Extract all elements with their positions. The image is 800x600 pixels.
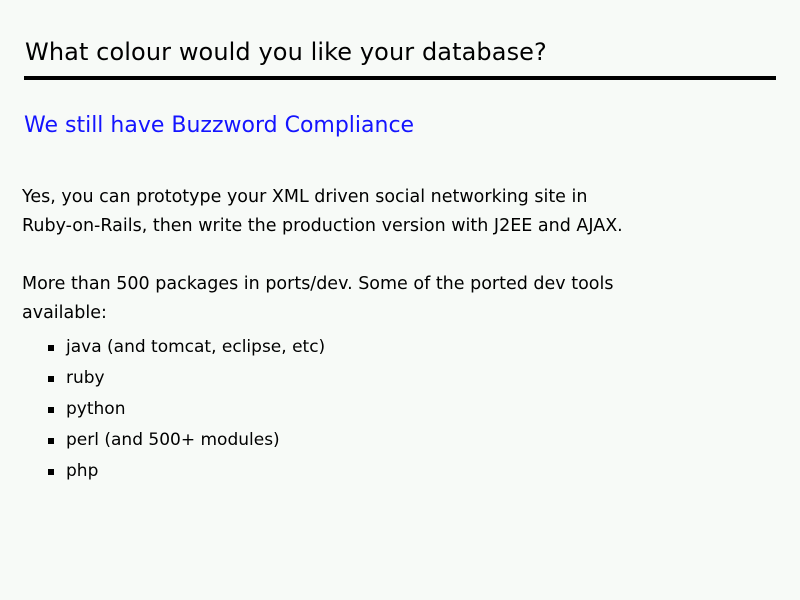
square-bullet-icon: [48, 438, 54, 444]
dev-tools-list: [22, 332, 762, 487]
list-item: [66, 363, 762, 394]
page-title: What colour would you like your database?: [25, 38, 547, 66]
paragraph-2-line-1: More than 500 packages in ports/dev. Some of the ported dev tools: [22, 274, 614, 294]
list-item-label: php: [66, 461, 99, 481]
paragraph-spacer: [22, 241, 762, 270]
square-bullet-icon: [48, 376, 54, 382]
list-item-label: java (and tomcat, eclipse, etc): [66, 337, 326, 357]
list-item: [66, 394, 762, 425]
title-divider: [24, 76, 776, 80]
slide-body: [22, 183, 762, 487]
square-bullet-icon: [48, 469, 54, 475]
list-item-label: perl (and 500+ modules): [66, 430, 280, 450]
list-item-label: ruby: [66, 368, 105, 388]
paragraph-2-line-2: available:: [22, 303, 107, 323]
paragraph-1-line-1: Yes, you can prototype your XML driven social networking site in: [22, 187, 588, 207]
paragraph-1-line-2: Ruby-on-Rails, then write the production version with J2EE and AJAX.: [22, 216, 623, 236]
square-bullet-icon: [48, 345, 54, 351]
list-item-label: python: [66, 399, 126, 419]
list-item: [66, 425, 762, 456]
list-item: [66, 456, 762, 487]
slide-subtitle: We still have Buzzword Compliance: [24, 113, 415, 138]
square-bullet-icon: [48, 407, 54, 413]
paragraph-1: [22, 183, 762, 241]
list-item: [66, 332, 762, 363]
paragraph-2: [22, 270, 762, 328]
